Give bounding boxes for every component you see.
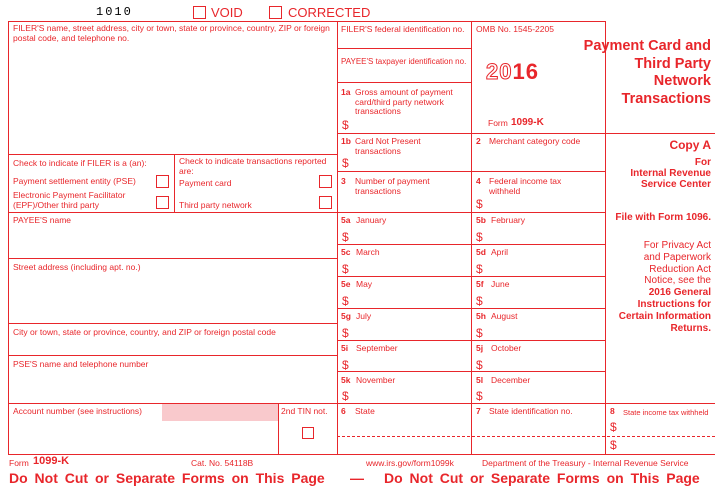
box5h-num: 5h: [476, 311, 486, 321]
grid-l4: [8, 323, 337, 324]
payee-name-label: PAYEE'S name: [13, 215, 72, 225]
grid-left: [8, 21, 9, 454]
grid-m12-dashed: [337, 436, 715, 437]
footer-url: www.irs.gov/form1099k: [366, 458, 454, 468]
box5h-dollar: $: [476, 326, 483, 340]
general-line-2: Instructions for: [637, 298, 711, 310]
transactions-label: Check to indicate transactions reported are:: [179, 156, 327, 176]
grid-m1: [337, 48, 471, 49]
void-checkbox[interactable]: [193, 6, 206, 19]
street-label: Street address (including apt. no.): [13, 262, 141, 272]
box4-label: Federal income tax withheld: [489, 176, 562, 196]
grid-l3: [8, 258, 337, 259]
box6-num: 6: [341, 406, 346, 416]
grid-m7: [337, 276, 605, 277]
payment-card-checkbox[interactable]: [319, 175, 332, 188]
box5f-num: 5f: [476, 279, 484, 289]
box5g-dollar: $: [342, 326, 349, 340]
box1b-label: Card Not Present transactions: [355, 136, 421, 156]
tax-year: [486, 59, 539, 85]
box7-num: 7: [476, 406, 481, 416]
box4-num: 4: [476, 176, 481, 186]
box5e-num: 5e: [341, 279, 351, 289]
privacy-line-1: For Privacy Act: [643, 240, 711, 251]
box5k-num: 5k: [341, 375, 351, 385]
grid-l5: [8, 355, 337, 356]
grid-m6: [337, 244, 605, 245]
box8-num: 8: [610, 406, 615, 416]
box7-label: State identification no.: [489, 406, 573, 416]
city-label: City or town, state or province, country, and ZIP or foreign postal code: [13, 327, 276, 337]
grid-m2: [337, 82, 471, 83]
box5f-dollar: $: [476, 294, 483, 308]
for-line-1: For: [694, 157, 711, 168]
grid-col1: [337, 21, 338, 454]
box2-label: Merchant category code: [489, 136, 581, 146]
box5i-label: September: [356, 343, 398, 353]
grid-col3c: [605, 403, 606, 454]
box5b-dollar: $: [476, 230, 483, 244]
grid-top: [8, 21, 606, 22]
box5b-num: 5b: [476, 215, 486, 225]
grid-m8: [337, 308, 605, 309]
box5b-label: February: [491, 215, 526, 225]
box5a-num: 5a: [341, 215, 351, 225]
warning-left: Do Not Cut or Separate Forms on This Page: [9, 470, 325, 486]
box1b-num: 1b: [341, 136, 351, 146]
grid-l1: [8, 154, 337, 155]
filer-label: FILER'S name, street address, city or town, state or province, country, ZIP or foreign postal code, and telephone no.: [13, 23, 330, 43]
box5l-dollar: $: [476, 389, 483, 403]
footer-form-prefix: Form: [9, 458, 29, 468]
privacy-notice: [619, 240, 711, 334]
file-with: File with Form 1096.: [615, 212, 711, 223]
for-line-2: Internal Revenue: [630, 168, 711, 179]
box5f-label: June: [491, 279, 510, 289]
pse-phone-label: PSE'S name and telephone number: [13, 359, 149, 369]
copy-label: Copy A: [669, 138, 711, 152]
warning-right: Do Not Cut or Separate Forms on This Page: [384, 470, 700, 486]
tin-label: 2nd TIN not.: [281, 406, 328, 416]
general-line-1: 2016 General: [648, 287, 711, 299]
box5d-num: 5d: [476, 247, 486, 257]
filer-fed-id-label: FILER'S federal identification no.: [341, 24, 465, 34]
grid-m3: [337, 133, 605, 134]
privacy-line-3: Reduction Act: [649, 263, 711, 275]
box4-dollar: $: [476, 197, 483, 211]
year-suffix: 16: [512, 59, 539, 84]
box1a-dollar: $: [342, 118, 349, 132]
box3-num: 3: [341, 176, 346, 186]
corrected-label: CORRECTED: [288, 5, 371, 20]
corrected-checkbox[interactable]: [269, 6, 282, 19]
third-party-network-label: Third party network: [179, 200, 252, 210]
box5c-label: March: [356, 247, 380, 257]
box5l-label: December: [491, 375, 531, 385]
box5g-label: July: [356, 311, 372, 321]
box5i-num: 5i: [341, 343, 349, 353]
grid-m11: [337, 403, 715, 404]
grid-col2b: [471, 133, 472, 454]
payment-card-label: Payment card: [179, 178, 232, 188]
epf-checkbox[interactable]: [156, 196, 169, 209]
footer-dept: Department of the Treasury - Internal Revenue Service: [482, 458, 689, 468]
account-label: Account number (see instructions): [13, 406, 142, 416]
box5j-num: 5j: [476, 343, 484, 353]
box5j-label: October: [491, 343, 522, 353]
grid-m10: [337, 371, 605, 372]
pse-checkbox[interactable]: [156, 175, 169, 188]
title-line-3: Network: [653, 73, 711, 89]
box1a-num: 1a: [341, 87, 351, 97]
grid-lv1: [174, 154, 175, 212]
form-title: [561, 38, 711, 108]
filer-is-label: Check to indicate if FILER is a (an):: [13, 158, 147, 168]
third-party-network-checkbox[interactable]: [319, 196, 332, 209]
box8-dollar-1: $: [610, 420, 617, 434]
box5e-label: May: [356, 279, 373, 289]
omb-form-prefix: Form: [488, 118, 508, 128]
for-irs: [630, 157, 711, 190]
void-label: VOID: [211, 5, 243, 20]
box6-label: State: [355, 406, 375, 416]
payee-tin-label: PAYEE'S taxpayer identification no.: [341, 57, 467, 66]
grid-m9: [337, 340, 605, 341]
grid-right-edge: [605, 133, 715, 134]
box5c-dollar: $: [342, 262, 349, 276]
box8-label: State income tax withheld: [623, 408, 709, 417]
footer-cat: Cat. No. 54118B: [191, 458, 254, 468]
footer-form-name: 1099-K: [33, 455, 70, 467]
omb-label: OMB No. 1545-2205: [476, 24, 554, 34]
grid-col3b: [605, 133, 606, 403]
box5d-label: April: [491, 247, 509, 257]
box8-dollar-2: $: [610, 438, 617, 452]
privacy-line-2: and Paperwork: [643, 251, 711, 263]
box5a-label: January: [356, 215, 387, 225]
title-line-2: Third Party: [634, 55, 711, 72]
pse-label: Payment settlement entity (PSE): [13, 176, 136, 186]
box3-label: Number of payment transactions: [355, 176, 430, 196]
grid-bottom: [8, 454, 715, 455]
general-line-4: Returns.: [670, 322, 711, 334]
box5a-dollar: $: [342, 230, 349, 244]
epf-label: Electronic Payment Facilitator (EPF)/Other third party: [13, 190, 126, 210]
title-line-4: Transactions: [621, 90, 711, 107]
box5d-dollar: $: [476, 262, 483, 276]
account-number-shading[interactable]: [162, 404, 278, 421]
grid-lv2: [278, 403, 279, 454]
box5j-dollar: $: [476, 358, 483, 372]
omb-form-name: 1099-K: [511, 117, 544, 128]
grid-l2: [8, 212, 337, 213]
warning-dash: —: [350, 470, 364, 486]
year-prefix: 20: [486, 59, 513, 84]
privacy-line-4: Notice, see the: [644, 275, 711, 287]
form-code: 1010: [96, 5, 133, 19]
box5e-dollar: $: [342, 294, 349, 308]
box5h-label: August: [491, 311, 518, 321]
box5k-label: November: [356, 375, 396, 385]
box5k-dollar: $: [342, 389, 349, 403]
grid-m5: [337, 212, 605, 213]
box2-num: 2: [476, 136, 481, 146]
box5i-dollar: $: [342, 358, 349, 372]
box5c-num: 5c: [341, 247, 351, 257]
for-line-3: Service Center: [640, 179, 711, 190]
box5l-num: 5l: [476, 375, 484, 385]
general-line-3: Certain Information: [618, 310, 711, 322]
box1b-dollar: $: [342, 156, 349, 170]
title-line-1: Payment Card and: [583, 38, 711, 54]
tin-checkbox[interactable]: [302, 427, 314, 439]
grid-col2: [471, 21, 472, 133]
box1a-label: Gross amount of payment card/third party network transactions: [355, 87, 453, 116]
box5g-num: 5g: [341, 311, 351, 321]
grid-m4: [337, 171, 605, 172]
